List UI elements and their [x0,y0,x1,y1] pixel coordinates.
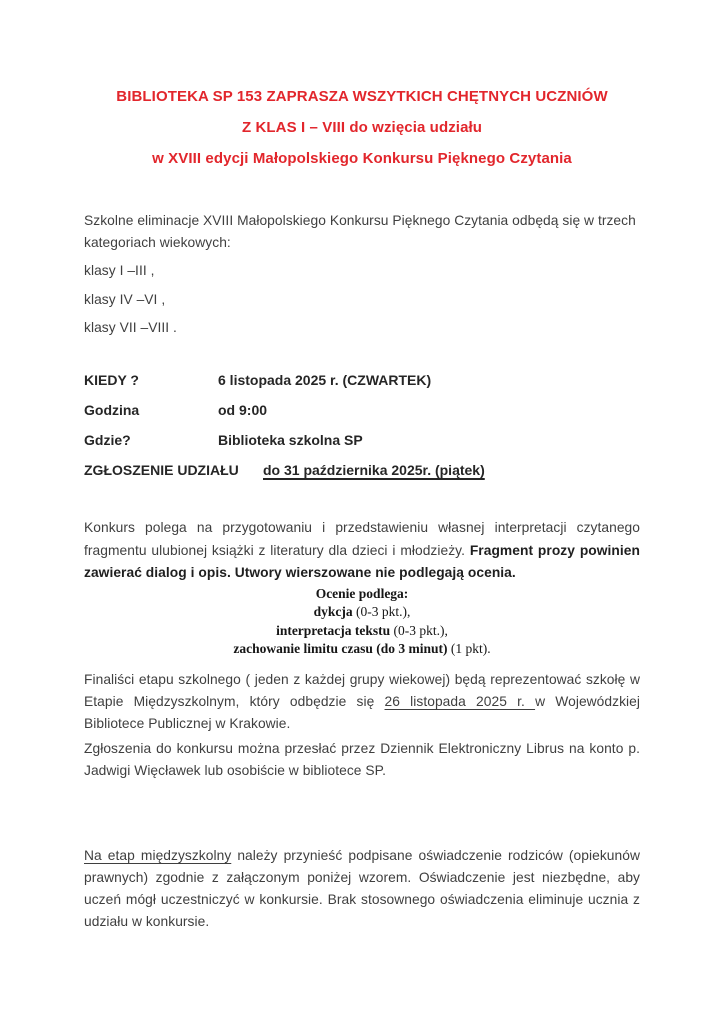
category-item-1: klasy I –III , [84,263,155,278]
finals-text-after: w Wojewódzkiej Bibliotece Publicznej w Krakowie. [84,693,640,731]
header-line-2: Z KLAS I – VIII do wzięcia udziału [241,119,483,136]
rules-bold-text: Fragment prozy powinien zawierać dialog i opis. Utwory wierszowane nie podlegają ocenia. [84,542,640,580]
detail-value: od 9:00 [218,402,268,418]
header-line-3: w XVIII edycji Małopolskiego Konkursu Pięknego Czytania [152,150,572,167]
detail-label: Godzina [84,402,140,418]
rules-paragraph [84,517,640,585]
finals-text-before: Finaliści etapu szkolnego ( jeden z każdej grupy wiekowej) będą reprezentować szkołę w Etapie Międzyszkolnym, który odbędzie się [84,671,640,709]
statement-text: należy przynieść podpisane oświadczenie rodziców (opiekunów prawnych) zgodnie z załączonym poniżej wzorem. Oświadczenie jest niezbędne, aby uczeń mógł uczestniczyć w konkursie. Brak stosownego oświadczenia eliminuje ucznia z udziału w konkursie. [84,847,640,929]
rules-text: Konkurs polega na przygotowaniu i przedstawieniu własnej interpretacji czytanego fragmentu ulubionej książki z literatury dla dzieci i młodzieży. [84,520,640,558]
detail-row-where [84,429,640,451]
scoring-item-2: interpretacja tekstu (0-3 pkt.), [276,622,448,638]
detail-label: KIEDY ? [84,372,139,388]
detail-value: 6 listopada 2025 r. (CZWARTEK) [218,372,432,388]
detail-row-time [84,399,640,421]
category-item-2: klasy IV –VI , [84,292,166,307]
category-item-3: klasy VII –VIII . [84,320,177,335]
statement-paragraph [84,845,640,933]
statement-underlined-lead: Na etap międzyszkolny [84,847,232,863]
intro-paragraph: Szkolne eliminacje XVIII Małopolskiego Konkursu Pięknego Czytania odbędą się w trzech kategoriach wiekowych: [84,213,636,250]
header-line-1: BIBLIOTEKA SP 153 ZAPRASZA WSZYTKICH CHĘTNYCH UCZNIÓW [116,88,608,105]
detail-value: Biblioteka szkolna SP [218,432,363,448]
scoring-item-1: dykcja (0-3 pkt.), [313,604,411,619]
event-details-section [84,369,640,481]
submission-paragraph: Zgłoszenia do konkursu można przesłać przez Dziennik Elektroniczny Librus na konto p. Jadwigi Więcławek lub osobiście w bibliotece SP. [84,740,640,778]
finals-paragraph [84,669,640,735]
detail-label: Gdzie? [84,432,131,448]
document-header [84,87,640,169]
registration-deadline: do 31 października 2025r. (piątek) [263,462,485,478]
scoring-title: Ocenie podlega: [315,585,409,601]
detail-label: ZGŁOSZENIE UDZIAŁU [84,462,239,478]
detail-row-when [84,369,640,391]
finals-date-underlined: 26 listopada 2025 r. [384,693,536,709]
document-content [0,87,724,933]
scoring-block [84,585,640,659]
detail-row-registration [84,459,640,481]
scoring-item-3: zachowanie limitu czasu (do 3 minut) (1 pkt). [233,641,491,656]
